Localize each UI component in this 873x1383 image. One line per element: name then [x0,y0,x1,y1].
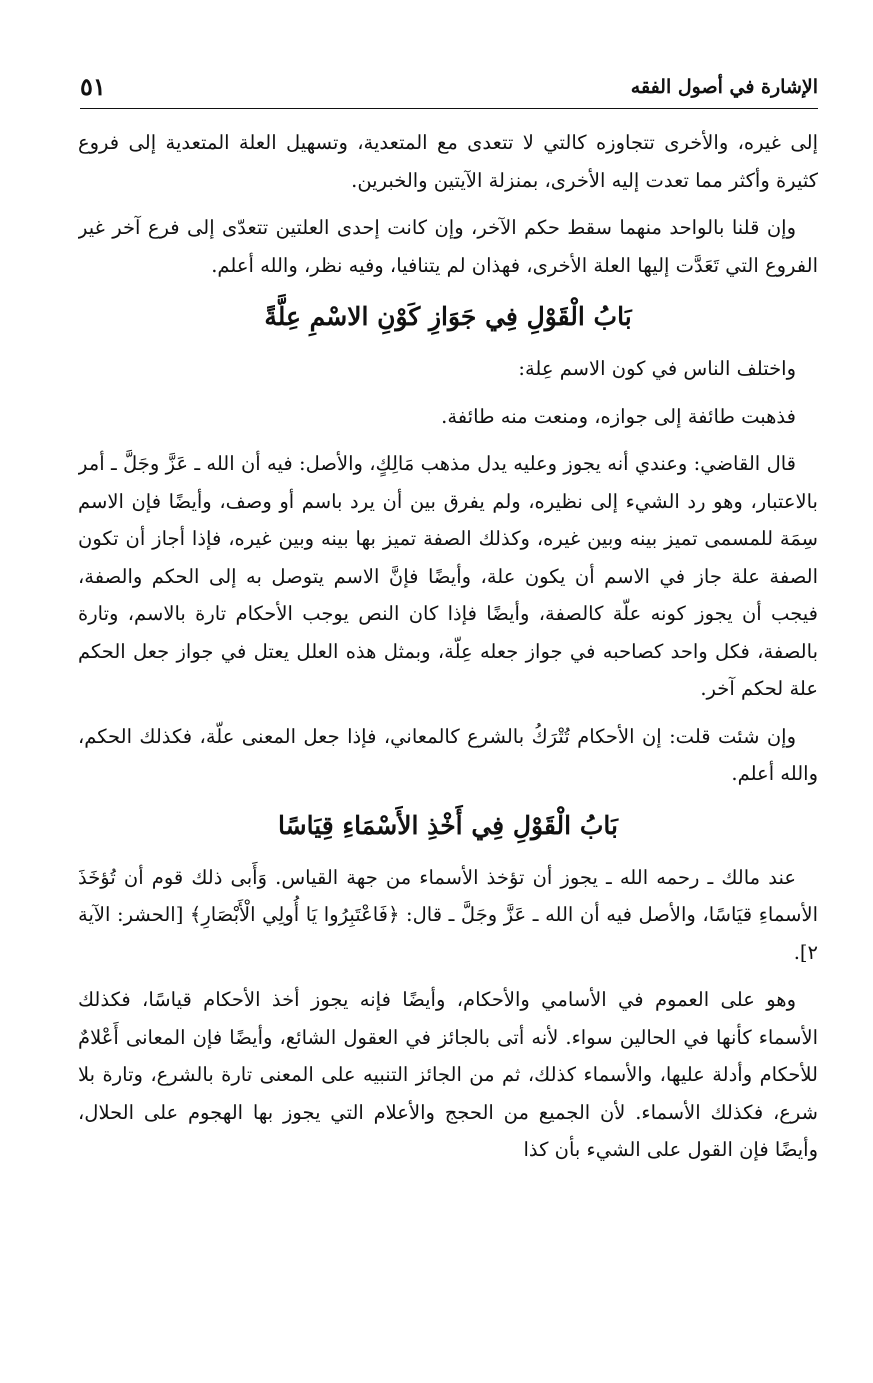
header-title: الإشارة في أصول الفقه [630,76,818,98]
paragraph: وإن قلنا بالواحد منهما سقط حكم الآخر، وإن كانت إحدى العلتين تتعدّى إلى فرع آخر غير الفروع التي تَعَدَّت إليها العلة الأخرى، فهذان لم يتنافيا، وفيه نظر، والله أعلم. [78,216,818,277]
paragraph: وهو على العموم في الأسامي والأحكام، وأيضًا فإنه يجوز أخذ الأحكام قياسًا، فكذلك الأسماء كأنها في الحالين سواء. لأنه أتى بالجائز في العقول الشائع، وأيضًا فإن المعانى أَعْلامٌ للأحكام وأدلة عليها، والأسماء كذلك، ثم من الجائز التنبيه على المعنى تارة بالشرع، وتارة بلا شرع، فكذلك الأسماء. لأن الجميع من الحجج والأعلام التي يجوز بها الهجوم على الحلال، وأيضًا فإن القول على الشيء بأن كذا [78,988,818,1161]
chapter-heading: بَابُ الْقَوْلِ فِي جَوَازِ كَوْنِ الاسْمِ عِلَّةً [264,302,632,331]
page-body [78,124,818,1323]
paragraph: وإن شئت قلت: إن الأحكام تُتْرَكُ بالشرع كالمعاني، فإذا جعل المعنى علّة، فكذلك الحكم، والله أعلم. [78,724,818,785]
paragraph: إلى غيره، والأخرى تتجاوزه كالتي لا تتعدى مع المتعدية، وتسهيل العلة المتعدية إلى فروع كثيرة وأكثر مما تعدت إليه الأخرى، بمنزلة الآيتين والخبرين. [78,131,818,192]
chapter-heading: بَابُ الْقَوْلِ فِي أَخْذِ الأَسْمَاءِ قِيَاسًا [278,810,618,840]
paragraph: عند مالك ـ رحمه الله ـ يجوز أن تؤخذ الأسماء من جهة القياس. وَأَبى ذلك قوم أن تُؤخَذَ الأسماءِ قيَاسًا، والأصل فيه أن الله ـ عَزَّ وجَلَّ ـ قال: ﴿فَاعْتَبِرُوا يَا أُولِي الْأَبْصَارِ﴾ [الحشر: الآية ٢]. [78,865,818,964]
paragraph: واختلف الناس في كون الاسم عِلة: [518,357,796,380]
paragraph: قال القاضي: وعندي أنه يجوز وعليه يدل مذهب مَالِكٍ، والأصل: فيه أن الله ـ عَزَّ وجَلَّ ـ أمر بالاعتبار، وهو رد الشيء إلى نظيره، ولم يفرق بين أن يرد باسم أو وصف، وأيضًا فإن الاسم سِمَة للمسمى تميز بينه وبين غيره، وكذلك الصفة تميز بها بينه وبين غيره، فإذا أجاز أن تكون الصفة علة جاز في الاسم أن يكون علة، وأيضًا فإنَّ الاسم يتوصل به إلى الحكم والصفة، فيجب أن يجوز كونه علّة كالصفة، وأيضًا فإذا كان النص يوجب الأحكام تارة بالاسم، وتارة بالصفة، فكل واحد كصاحبه في جواز جعله عِلّة، وبمثل هذه العلل يعتل في جواز جعل الحكم علة لحكم آخر. [78,452,818,700]
paragraph: فذهبت طائفة إلى جوازه، ومنعت منه طائفة. [441,404,796,428]
running-header [80,68,818,109]
page-number: ٥١ [80,72,106,101]
